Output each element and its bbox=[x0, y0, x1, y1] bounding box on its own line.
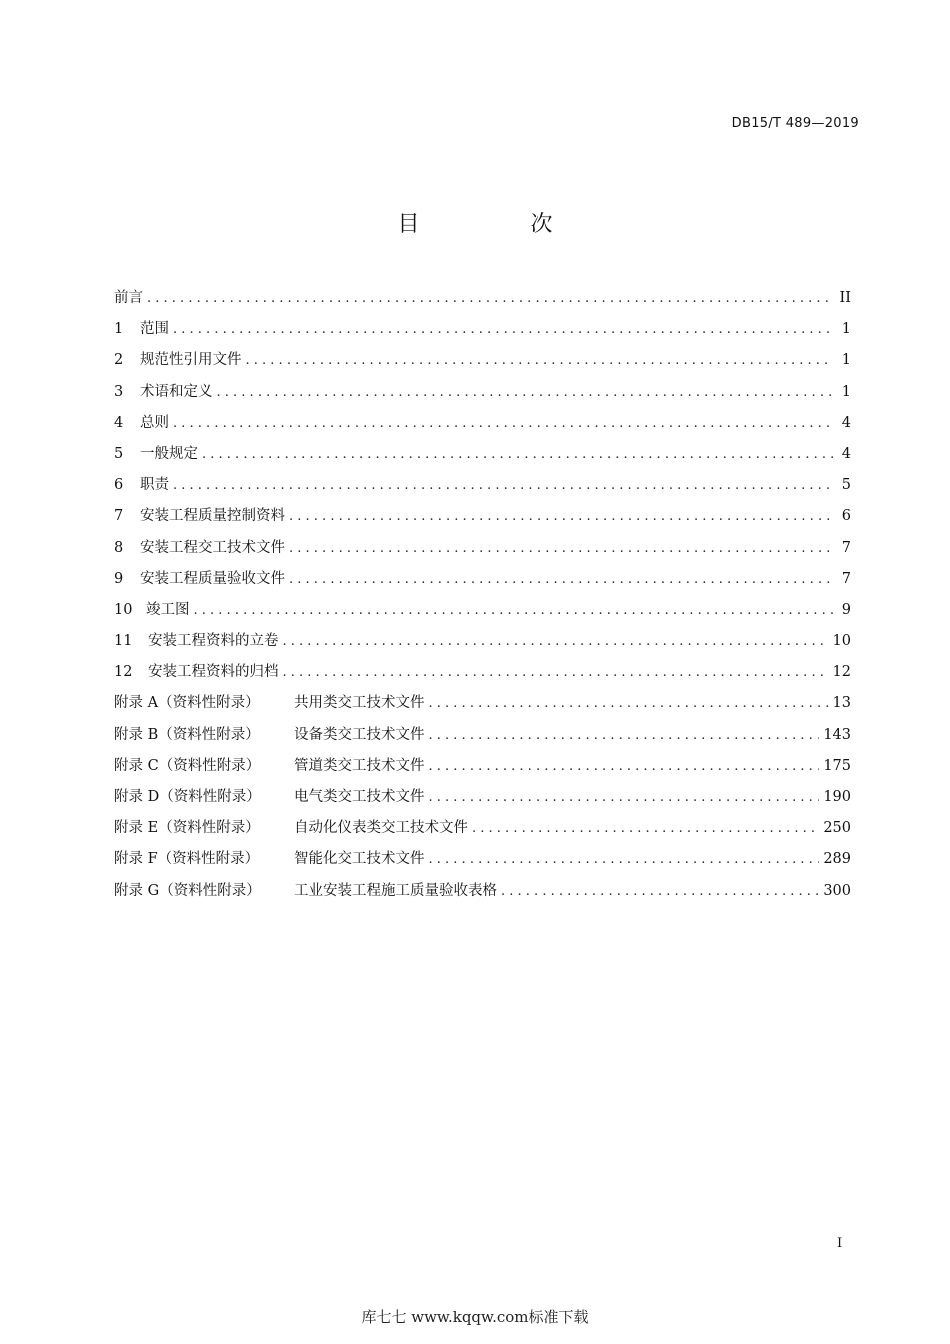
toc-entry-page: 1 bbox=[841, 383, 851, 400]
toc-entry-number: 附录 A（资料性附录） bbox=[114, 695, 260, 712]
toc-entry-label: 安装工程质量验收文件 bbox=[140, 570, 285, 587]
toc-leader-dots bbox=[194, 598, 834, 624]
toc-entry-label: 自动化仪表类交工技术文件 bbox=[294, 820, 468, 837]
toc-entry-page: 1 bbox=[841, 352, 851, 369]
toc-entry-appendix-d[interactable] bbox=[114, 784, 851, 815]
toc-entry-1[interactable] bbox=[114, 316, 851, 347]
toc-entry-12[interactable] bbox=[114, 659, 851, 690]
toc-entry-2[interactable] bbox=[114, 347, 851, 378]
toc-entry-label: 安装工程资料的归档 bbox=[148, 664, 279, 681]
toc-entry-appendix-b[interactable] bbox=[114, 722, 851, 753]
toc-entry-8[interactable] bbox=[114, 535, 851, 566]
toc-leader-dots bbox=[472, 816, 819, 842]
toc-entry-5[interactable] bbox=[114, 441, 851, 472]
toc-leader-dots bbox=[202, 442, 833, 468]
toc-entry-number: 附录 E（资料性附录） bbox=[114, 820, 260, 837]
toc-entry-page: 175 bbox=[823, 757, 851, 774]
toc-entry-number: 9 bbox=[114, 570, 124, 587]
toc-entry-number: 11 bbox=[114, 633, 133, 650]
toc-leader-dots bbox=[173, 317, 833, 343]
toc-entry-label: 设备类交工技术文件 bbox=[294, 726, 425, 743]
toc-leader-dots bbox=[147, 286, 833, 312]
toc-entry-page: 250 bbox=[823, 820, 851, 837]
toc-entry-label: 智能化交工技术文件 bbox=[294, 851, 425, 868]
toc-entry-appendix-a[interactable] bbox=[114, 690, 851, 721]
toc-entry-page: 4 bbox=[841, 414, 851, 431]
toc-entry-10[interactable] bbox=[114, 597, 851, 628]
toc-entry-3[interactable] bbox=[114, 379, 851, 410]
toc-entry-page: 13 bbox=[832, 695, 851, 712]
toc-entry-label: 安装工程交工技术文件 bbox=[140, 539, 285, 556]
toc-entry-page: 289 bbox=[823, 851, 851, 868]
toc-entry-number: 3 bbox=[114, 383, 124, 400]
toc-entry-page: 6 bbox=[841, 508, 851, 525]
toc-leader-dots bbox=[283, 629, 829, 655]
toc-entry-page: 9 bbox=[841, 601, 851, 618]
toc-entry-number: 5 bbox=[114, 445, 124, 462]
toc-entry-foreword[interactable] bbox=[114, 285, 851, 316]
toc-entry-number: 2 bbox=[114, 352, 124, 369]
toc-entry-6[interactable] bbox=[114, 472, 851, 503]
toc-entry-label: 职责 bbox=[140, 477, 169, 494]
toc-entry-number: 附录 B（资料性附录） bbox=[114, 726, 260, 743]
toc-leader-dots bbox=[429, 785, 820, 811]
toc-entry-page: 10 bbox=[832, 633, 851, 650]
toc-entry-number: 8 bbox=[114, 539, 124, 556]
toc-leader-dots bbox=[246, 348, 834, 374]
toc-entry-page: 190 bbox=[823, 789, 851, 805]
toc-entry-page: 12 bbox=[832, 664, 851, 681]
toc-entry-page: 7 bbox=[841, 539, 851, 556]
toc-entry-label: 工业安装工程施工质量验收表格 bbox=[294, 882, 497, 899]
toc-entry-label: 安装工程质量控制资料 bbox=[140, 508, 285, 525]
toc-entry-page: 7 bbox=[841, 570, 851, 587]
toc-entry-page: II bbox=[839, 290, 851, 306]
toc-entry-label: 术语和定义 bbox=[140, 383, 213, 400]
toc-leader-dots bbox=[173, 473, 833, 499]
toc-entry-number: 附录 F（资料性附录） bbox=[114, 851, 260, 868]
toc-entry-label: 电气类交工技术文件 bbox=[294, 789, 425, 805]
toc-leader-dots bbox=[429, 754, 820, 780]
toc-entry-9[interactable] bbox=[114, 566, 851, 597]
toc-entry-number: 1 bbox=[114, 321, 124, 338]
toc-leader-dots bbox=[289, 504, 833, 530]
toc-leader-dots bbox=[429, 691, 829, 717]
toc-entry-page: 300 bbox=[823, 882, 851, 899]
toc-entry-label: 竣工图 bbox=[146, 601, 190, 618]
page-number: I bbox=[837, 1236, 843, 1251]
toc-entry-label: 安装工程资料的立卷 bbox=[148, 633, 279, 650]
toc-entry-number: 附录 D（资料性附录） bbox=[114, 789, 261, 805]
toc-leader-dots bbox=[173, 411, 833, 437]
toc-entry-label: 规范性引用文件 bbox=[140, 352, 242, 369]
toc-entry-number: 7 bbox=[114, 508, 124, 525]
toc-leader-dots bbox=[429, 723, 820, 749]
toc-entry-appendix-f[interactable] bbox=[114, 846, 851, 877]
toc-entry-number: 4 bbox=[114, 414, 124, 431]
toc-entry-appendix-c[interactable] bbox=[114, 753, 851, 784]
toc-entry-number: 6 bbox=[114, 477, 124, 494]
page-title: 目 次 bbox=[397, 212, 605, 237]
toc-entry-label: 总则 bbox=[140, 414, 169, 431]
footer-watermark: 库七七 www.kqqw.com标准下载 bbox=[361, 1308, 589, 1326]
toc-entry-page: 5 bbox=[841, 477, 851, 494]
standard-code: DB15/T 489—2019 bbox=[731, 116, 859, 131]
toc-entry-label: 共用类交工技术文件 bbox=[294, 695, 425, 712]
toc-entry-label: 管道类交工技术文件 bbox=[294, 757, 425, 774]
toc-entry-number: 附录 C（资料性附录） bbox=[114, 757, 261, 774]
toc-leader-dots bbox=[429, 847, 820, 873]
toc-leader-dots bbox=[217, 380, 834, 406]
toc-entry-page: 143 bbox=[823, 726, 851, 743]
toc-entry-appendix-g[interactable] bbox=[114, 878, 851, 909]
toc-entry-number: 12 bbox=[114, 664, 133, 681]
table-of-contents bbox=[114, 285, 851, 909]
toc-leader-dots bbox=[283, 660, 829, 686]
toc-entry-label: 一般规定 bbox=[140, 445, 198, 462]
toc-entry-number: 10 bbox=[114, 601, 133, 618]
toc-entry-7[interactable] bbox=[114, 503, 851, 534]
toc-entry-page: 1 bbox=[841, 321, 851, 338]
toc-entry-number: 附录 G（资料性附录） bbox=[114, 882, 261, 899]
toc-entry-label: 范围 bbox=[140, 321, 169, 338]
toc-entry-4[interactable] bbox=[114, 410, 851, 441]
toc-entry-label: 前言 bbox=[114, 290, 143, 306]
toc-entry-page: 4 bbox=[841, 445, 851, 462]
toc-leader-dots bbox=[289, 567, 833, 593]
toc-entry-11[interactable] bbox=[114, 628, 851, 659]
toc-leader-dots bbox=[289, 536, 833, 562]
toc-entry-appendix-e[interactable] bbox=[114, 815, 851, 846]
toc-leader-dots bbox=[501, 879, 819, 905]
